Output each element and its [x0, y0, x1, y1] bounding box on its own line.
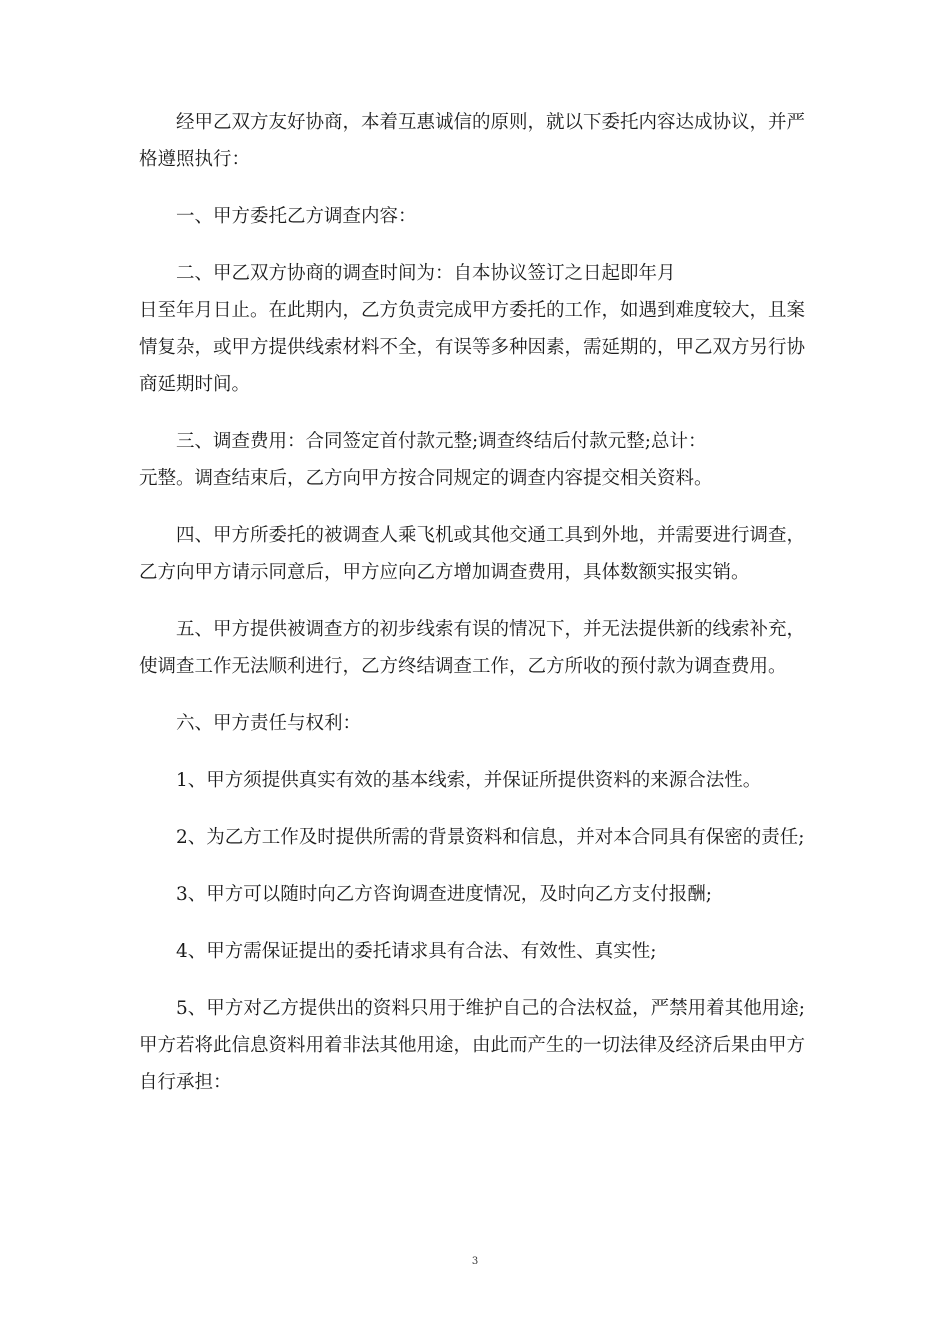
- page-number: 3: [471, 1256, 479, 1267]
- document-body: [139, 104, 805, 1121]
- paragraph-item-2: 2、为乙方工作及时提供所需的背景资料和信息，并对本合同具有保密的责任;: [176, 827, 805, 848]
- paragraph-item-3: 3、甲方可以随时向乙方咨询调查进度情况，及时向乙方支付报酬;: [176, 884, 713, 905]
- paragraph-clause-5: 五、甲方提供被调查方的初步线索有误的情况下，并无法提供新的线索补充，使调查工作无法顺利进行，乙方终结调查工作，乙方所收的预付款为调查费用。: [139, 619, 806, 677]
- paragraph-clause-2: 二、甲乙双方协商的调查时间为：自本协议签订之日起即年月 日至年月日止。在此期内，乙方负责完成甲方委托的工作，如遇到难度较大，且案情复杂，或甲方提供线索材料不全，有误等多种因素，需延期的，甲乙双方另行协商延期时间。: [139, 263, 806, 395]
- paragraph-clause-4: 四、甲方所委托的被调查人乘飞机或其他交通工具到外地，并需要进行调查，乙方向甲方请示同意后，甲方应向乙方增加调查费用，具体数额实报实销。: [139, 525, 806, 583]
- paragraph-item-1: 1、甲方须提供真实有效的基本线索，并保证所提供资料的来源合法性。: [176, 770, 762, 791]
- paragraph-intro: 经甲乙双方友好协商，本着互惠诚信的原则，就以下委托内容达成协议，并严格遵照执行：: [139, 112, 806, 170]
- paragraph-item-5: 5、甲方对乙方提供出的资料只用于维护自己的合法权益，严禁用着其他用途;甲方若将此信息资料用着非法其他用途，由此而产生的一切法律及经济后果由甲方自行承担：: [139, 998, 806, 1093]
- paragraph-clause-3: 三、调查费用：合同签定首付款元整;调查终结后付款元整;总计： 元整。调查结束后，乙方向甲方按合同规定的调查内容提交相关资料。: [139, 431, 713, 489]
- paragraph-item-4: 4、甲方需保证提出的委托请求具有合法、有效性、真实性;: [176, 941, 657, 962]
- paragraph-clause-6-heading: 六、甲方责任与权利：: [176, 713, 362, 734]
- paragraph-clause-1: 一、甲方委托乙方调查内容：: [176, 206, 417, 227]
